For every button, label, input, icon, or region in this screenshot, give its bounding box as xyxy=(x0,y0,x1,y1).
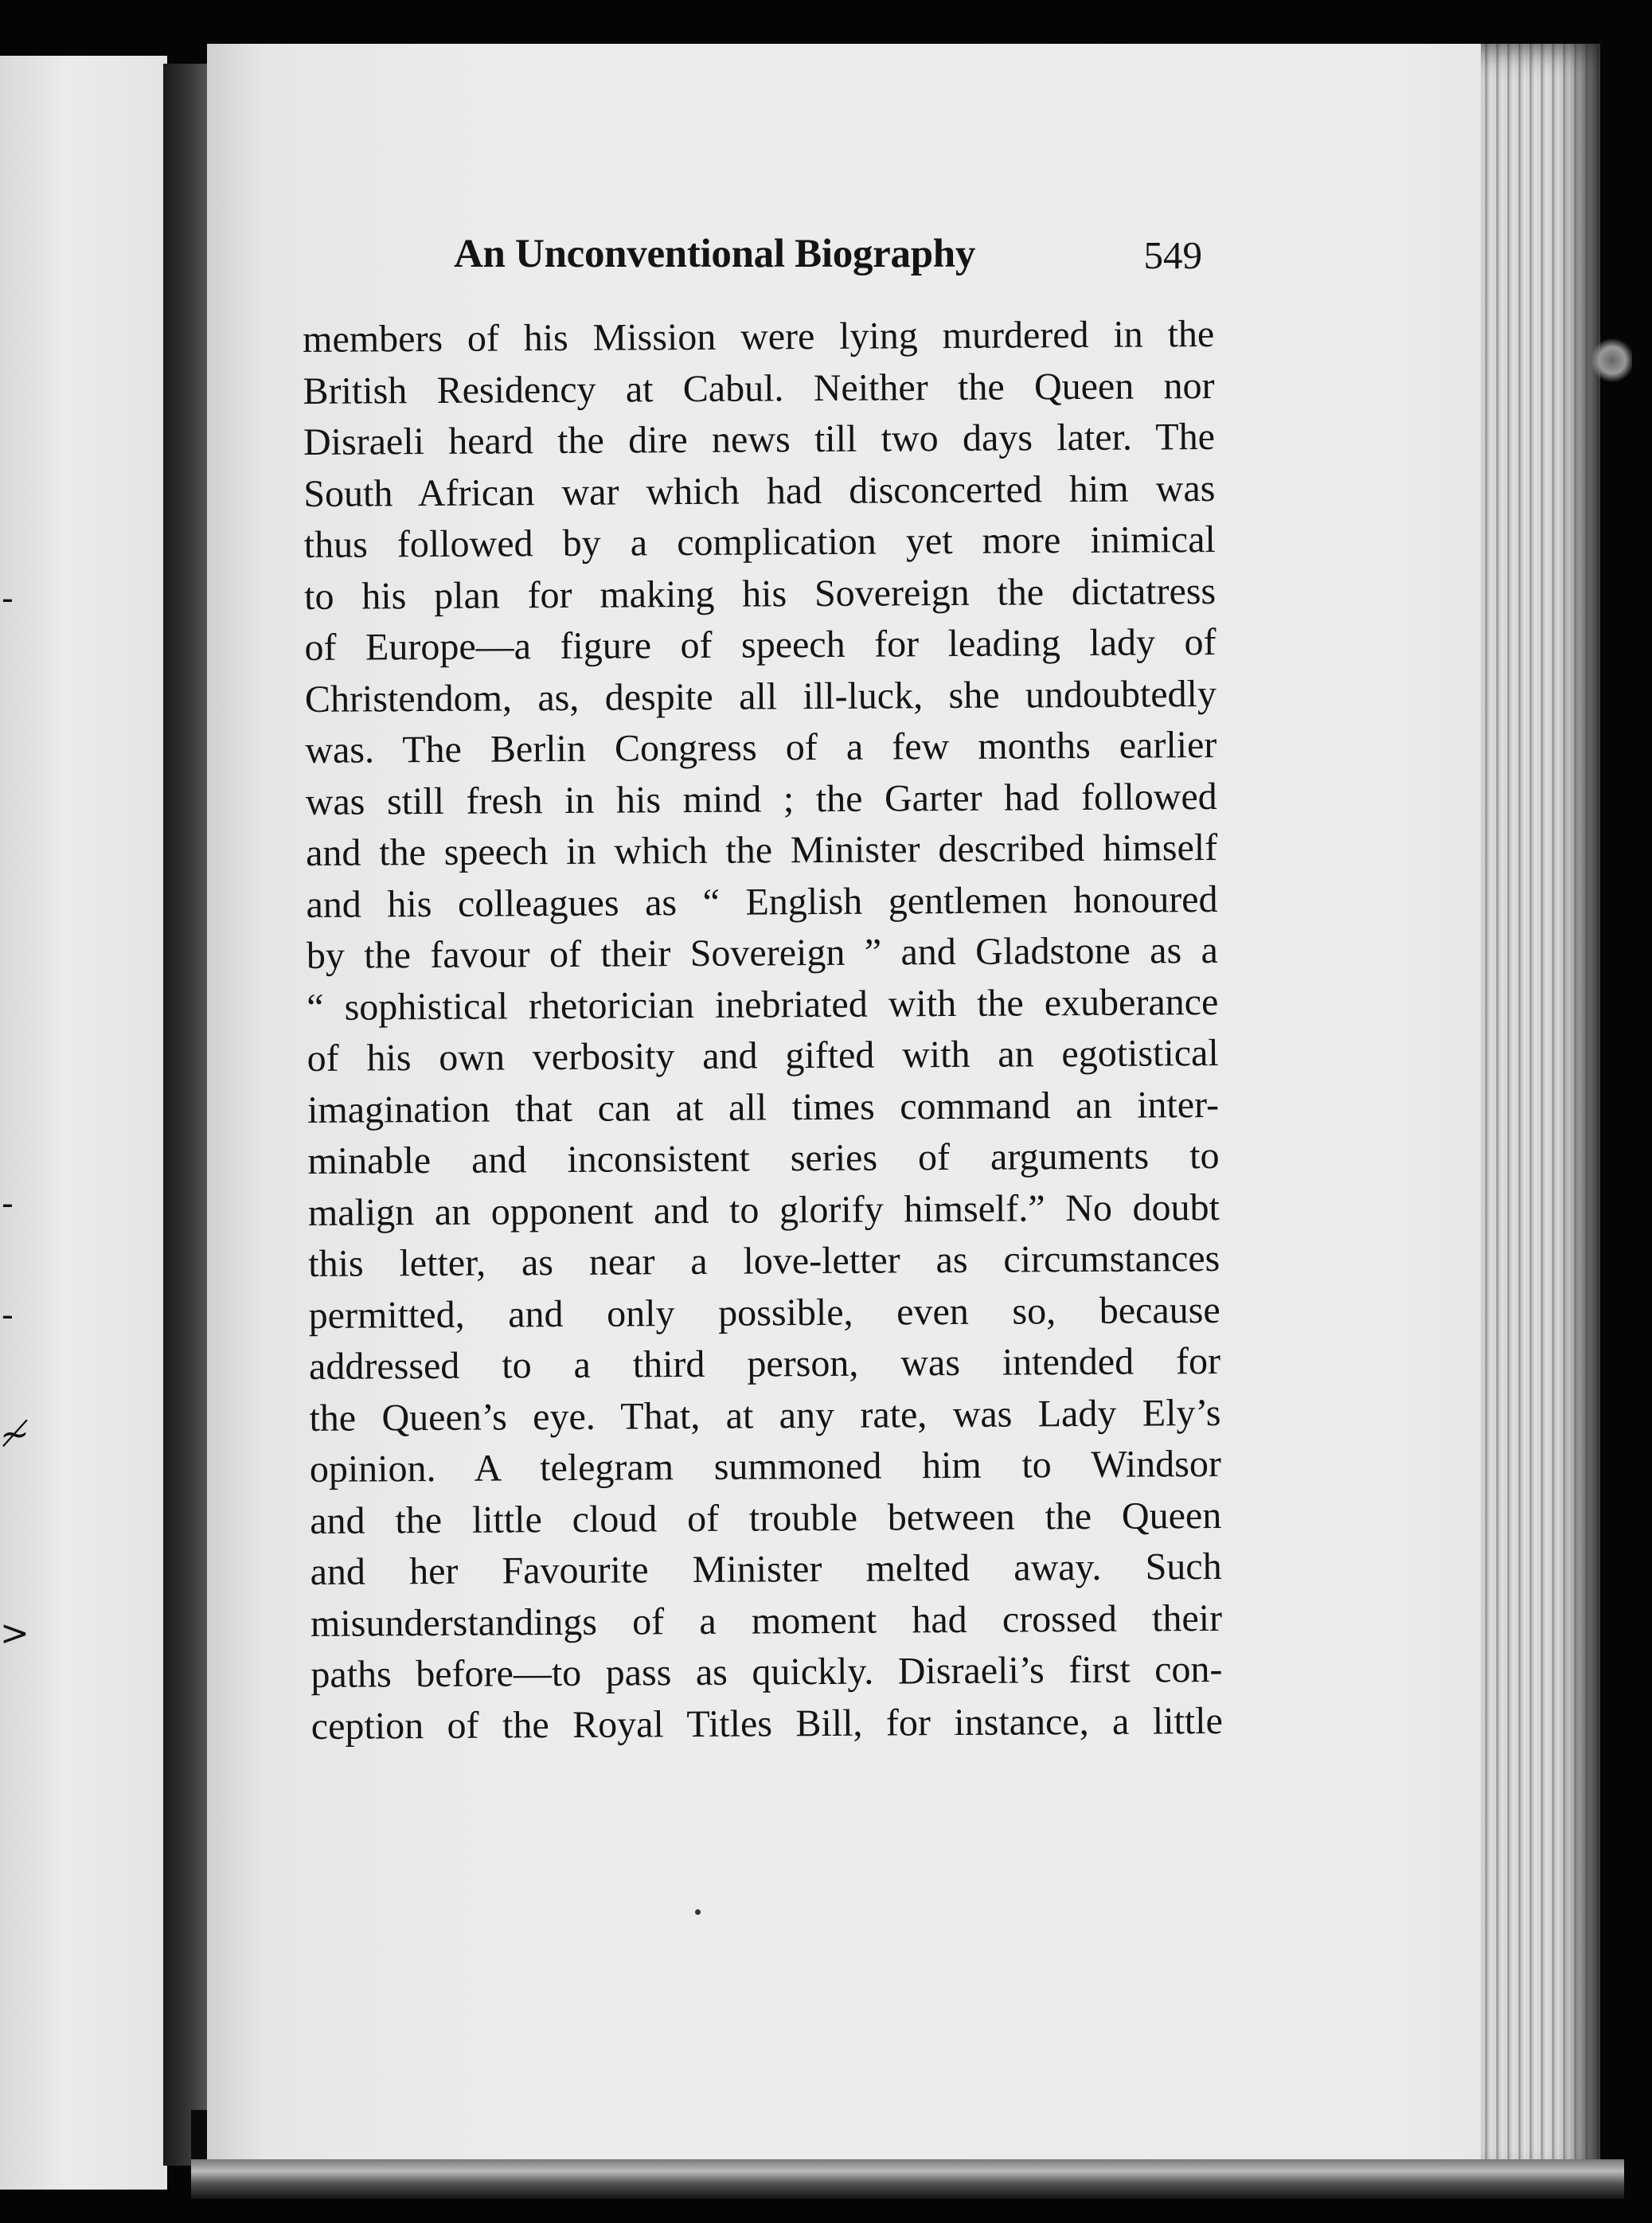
text-line: minable and inconsistent series of arguments to xyxy=(307,1134,1220,1182)
text-line: was. The Berlin Congress of a few months earlier xyxy=(305,723,1217,772)
text-line: South African war which had disconcerted him was xyxy=(303,467,1216,515)
text-line: and the little cloud of trouble between the Queen xyxy=(310,1494,1222,1542)
text-line: opinion. A telegram summoned him to Windsor xyxy=(309,1442,1222,1490)
text-line: this letter, as near a love-letter as circumstances xyxy=(308,1237,1220,1285)
text-line: addressed to a third person, was intended for xyxy=(308,1339,1221,1388)
text-line: British Residency at Cabul. Neither the Queen nor xyxy=(303,364,1215,412)
text-line: members of his Mission were lying murdered in the xyxy=(303,313,1215,361)
text-line: ception of the Royal Titles Bill, for instance, a little xyxy=(310,1699,1223,1748)
text-line: was still fresh in his mind ; the Garter had followed xyxy=(305,775,1217,823)
text-line: and her Favourite Minister melted away. Such xyxy=(310,1545,1222,1593)
text-line: to his plan for making his Sovereign the dictatress xyxy=(304,569,1217,618)
text-line: Christendom, as, despite all ill-luck, she undoubtedly xyxy=(304,672,1217,721)
text-line: and the speech in which the Minister described himself xyxy=(305,826,1218,874)
paper-stain xyxy=(1592,338,1632,382)
text-line: paths before—to pass as quickly. Disraeli’s first con- xyxy=(310,1647,1223,1696)
text-line: of his own verbosity and gifted with an egotistical xyxy=(307,1031,1219,1080)
text-line: of Europe—a figure of speech for leading lady of xyxy=(304,620,1217,669)
text-fragment: > xyxy=(0,1613,29,1654)
text-fragment: ≁ xyxy=(0,1414,29,1455)
previous-page-edge xyxy=(0,56,167,2190)
text-line: malign an opponent and to glorify himself.” No doubt xyxy=(307,1186,1220,1234)
text-line: thus followed by a complication yet more inimical xyxy=(303,518,1216,566)
text-line: Disraeli heard the dire news till two days later. The xyxy=(303,416,1216,463)
bottom-page-edge xyxy=(191,2159,1624,2199)
text-line: and his colleagues as “ English gentlemen honoured xyxy=(306,877,1218,926)
body-text xyxy=(303,309,1223,1752)
ink-speck xyxy=(695,1909,701,1915)
running-head xyxy=(454,231,1202,287)
page-edges xyxy=(1481,44,1608,2186)
page-number: 549 xyxy=(1143,233,1202,277)
text-line: permitted, and only possible, even so, because xyxy=(308,1288,1220,1337)
text-line: the Queen’s eye. That, at any rate, was Lady Ely’s xyxy=(309,1391,1221,1440)
text-fragment: - xyxy=(2,1295,14,1335)
text-line: by the favour of their Sovereign ” and Gladstone as a xyxy=(306,928,1219,977)
text-line: imagination that can at all times command an inter- xyxy=(307,1083,1220,1131)
text-line: misunderstandings of a moment had crossed their xyxy=(310,1596,1223,1645)
text-fragment: - xyxy=(2,578,14,619)
text-fragment: - xyxy=(2,1183,14,1224)
text-line: “ sophistical rhetorician inebriated with the exuberance xyxy=(307,980,1219,1029)
running-title: An Unconventional Biography xyxy=(454,232,976,276)
